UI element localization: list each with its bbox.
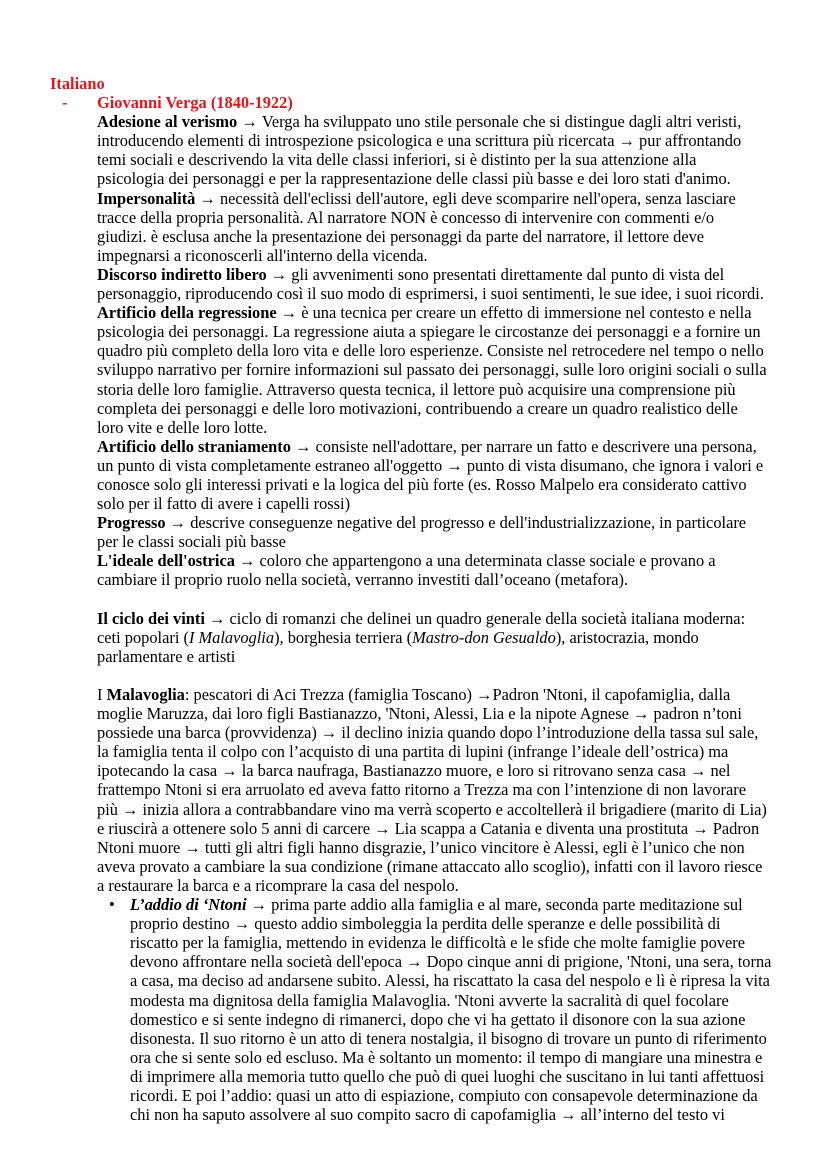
- text-run: un punto di vista completamente estraneo all'oggetto → punto di vista disumano, che ignora i valori e: [97, 455, 764, 475]
- bold-term: Malavoglia: [106, 685, 185, 704]
- text-run: ), aristocrazia, mondo: [555, 627, 699, 647]
- paragraph: [0, 112, 828, 589]
- text-line: [0, 418, 828, 437]
- text-run: e riuscirà a ottenere solo 5 anni di carcere → Lia scappa a Catania e diventa una prostituta → Padron: [97, 818, 760, 838]
- text-line: [0, 208, 828, 227]
- text-line: [0, 265, 828, 284]
- text-line: [0, 532, 828, 551]
- text-line: [0, 112, 828, 131]
- text-line: [0, 494, 828, 513]
- text-line: [0, 1029, 828, 1048]
- text-line: [0, 303, 828, 322]
- text-run: chi non ha saputo assolvere al suo compito sacro di capofamiglia → all’interno del testo vi: [130, 1105, 725, 1125]
- text-run: ora che si sente solo ed escluso. Ma è soltanto un momento: il tempo di mangiare una minestra e: [130, 1047, 763, 1067]
- text-line: [0, 169, 828, 188]
- text-run: Ntoni muore → tutti gli altri figli hanno disgrazie, l’unico vincitore è Alessi, egli è l’unico che non: [97, 837, 745, 857]
- text-run: Verga ha sviluppato uno stile personale che si distingue dagli altri veristi,: [261, 112, 742, 132]
- bullet-icon: •: [109, 895, 115, 915]
- text-line: [0, 704, 828, 723]
- text-line: [0, 876, 828, 895]
- text-line: [0, 895, 828, 914]
- paragraph: [0, 609, 828, 666]
- text-run: ), borghesia terriera (: [274, 627, 413, 647]
- text-line: [0, 437, 828, 456]
- text-line: [0, 1048, 828, 1067]
- text-line: [0, 1105, 828, 1124]
- author-heading-text: Giovanni Verga (1840-1922): [97, 93, 293, 113]
- text-run: psicologia dei personaggi e per la rappresentazione delle classi più basse e dei loro stati d'animo.: [97, 169, 731, 189]
- italic-title: I Malavoglia: [188, 627, 275, 647]
- text-line: [0, 227, 828, 246]
- bold-term: Impersonalità →: [97, 188, 220, 208]
- bold-term: Progresso →: [97, 513, 191, 533]
- text-line: [0, 399, 828, 418]
- text-line: [0, 609, 828, 628]
- text-run: loro vite e delle loro lotte.: [97, 417, 268, 437]
- text-run: : pescatori di Aci Trezza (famiglia Toscano) →Padron 'Ntoni, il capofamiglia, dalla: [184, 685, 731, 704]
- text-run: la famiglia tenta il colpo con l’acquisto di una partita di lupini (infrange l’ideale dell’ostrica) ma: [97, 742, 729, 762]
- text-line: [0, 341, 828, 360]
- text-line: [0, 570, 828, 589]
- bold-term: →: [246, 895, 272, 915]
- text-run: modesta ma dignitosa della famiglia Malavoglia. 'Ntoni avverte la sacralità di quel focolare: [130, 990, 729, 1010]
- bold-term: Discorso indiretto libero →: [97, 264, 292, 284]
- text-run: prima parte addio alla famiglia e al mare, seconda parte meditazione sul: [271, 895, 743, 915]
- text-run: moglie Maruzza, dai loro figli Bastianazzo, 'Ntoni, Alessi, Lia e la nipote Agnese → padron n’toni: [97, 704, 742, 724]
- text-run: cambiare il proprio ruolo nella società, verranno investiti dall’oceano (metafora).: [97, 570, 629, 590]
- text-run: coloro che appartengono a una determinata classe sociale e provano a: [259, 551, 716, 571]
- text-run: solo per il fatto di avere i capelli rossi): [97, 494, 351, 514]
- bold-term: Adesione al verismo →: [97, 112, 262, 132]
- text-run: è una tecnica per creare un effetto di immersione nel contesto e nella: [301, 303, 752, 323]
- text-run: gli avvenimenti sono presentati direttamente dal punto di vista del: [291, 264, 725, 284]
- text-line: [0, 857, 828, 876]
- text-run: ricordi. E poi l’addio: quasi un atto di espiazione, compiuto con consapevole determinazione da: [130, 1085, 758, 1105]
- text-run: più → inizia allora a contrabbandare vino ma verrà scoperto e accoltellerà il brigadiere (marito di Lia): [97, 799, 767, 819]
- text-line: [0, 1010, 828, 1029]
- author-heading: [0, 93, 828, 112]
- text-line: [0, 150, 828, 169]
- bold-term: L’addio di ‘Ntoni: [130, 895, 247, 915]
- text-line: [0, 971, 828, 990]
- text-run: quadro più completo della loro vita e delle loro esperienze. Consiste nel retrocedere nel tempo o nello: [97, 341, 764, 361]
- text-run: a casa, ma deciso ad andarsene subito. Alessi, ha riscattato la casa del nespolo e lì è ripresa la vita: [130, 971, 770, 991]
- text-run: conosce solo gli interessi privati e la logica del più forte (es. Rosso Malpelo era considerato cattivo: [97, 474, 747, 494]
- text-run: devono affrontare nella società dell'epoca → Dopo cinque anni di prigione, 'Ntoni, una sera, torna: [130, 952, 772, 972]
- text-run: completa dei personaggi e delle loro motivazioni, contribuendo a creare un quadro realistico delle: [97, 398, 738, 418]
- text-run: possiede una barca (provvidenza) → il declino inizia quando dopo l’introduzione della tassa sul sale,: [97, 723, 759, 743]
- text-run: riscatto per la famiglia, mettendo in evidenza le difficoltà e le sfide che molte famiglie povere: [130, 933, 746, 953]
- text-line: [0, 628, 828, 647]
- section-title: Italiano: [50, 74, 105, 93]
- text-line: [0, 475, 828, 494]
- text-run: frattempo Ntoni si era arruolato ed aveva fatto ritorno a Trezza ma con l’intenzione di non lavorare: [97, 780, 747, 800]
- text-run: domestico e si sente indegno di rimanerci, dopo che vi ha gettato il disonore con la sua azione: [130, 1009, 746, 1029]
- text-line: [0, 914, 828, 933]
- text-line: [0, 933, 828, 952]
- text-run: psicologia dei personaggi. La regressione aiuta a spiegare le circostanze dei personaggi e a fornire un: [97, 322, 761, 342]
- text-line: [0, 246, 828, 265]
- text-line: [0, 838, 828, 857]
- text-run: consiste nell'adottare, per narrare un fatto e descrivere una persona,: [315, 436, 757, 456]
- text-line: [0, 723, 828, 742]
- text-line: [0, 1086, 828, 1105]
- text-line: [0, 322, 828, 341]
- bold-term: L'ideale dell'ostrica →: [97, 551, 260, 571]
- text-run: disonesta. Il suo ritorno è un atto di tenera nostalgia, il bisogno di trovare un punto di riferimento: [130, 1028, 767, 1048]
- text-line: [0, 513, 828, 532]
- blank-line: [0, 590, 828, 609]
- text-run: storia delle loro famiglie. Attraverso questa tecnica, il lettore può acquisire una comprensione più: [97, 379, 736, 399]
- text-line: [0, 952, 828, 971]
- text-run: I: [97, 685, 107, 704]
- text-line: [0, 360, 828, 379]
- text-run: personaggio, riproducendo così il suo modo di esprimersi, i suoi sentimenti, le sue idee, i suoi ricordi.: [97, 284, 764, 304]
- list-dash: -: [62, 93, 68, 113]
- text-run: a restaurare la barca e a ricomprare la casa del nespolo.: [97, 875, 459, 895]
- text-run: aveva provato a cambiare la sua condizione (rimane attaccato allo scoglio), infatti con il lavoro riesce: [97, 856, 763, 876]
- text-line: [0, 189, 828, 208]
- text-run: impegnarsi a riconoscerli all'interno della vicenda.: [97, 245, 428, 265]
- text-line: [0, 647, 828, 666]
- bold-term: Artificio della regressione →: [97, 303, 302, 323]
- text-line: [0, 819, 828, 838]
- text-line: [0, 456, 828, 475]
- text-line: [0, 685, 828, 704]
- text-run: ipotecando la casa → la barca naufraga, Bastianazzo muore, e loro si ritrovano senza casa → nel: [97, 761, 731, 781]
- text-run: descrive conseguenze negative del progresso e dell'industrializzazione, in particolare: [190, 513, 747, 533]
- text-line: [0, 780, 828, 799]
- italic-title: Mastro-don Gesualdo: [412, 627, 556, 647]
- text-run: di imprimere alla memoria tutto quello che può di quei luoghi che suscitano in lui tanti affettuosi: [130, 1066, 765, 1086]
- text-run: per le classi sociali più basse: [97, 532, 286, 552]
- text-line: [0, 800, 828, 819]
- document-page: [0, 74, 828, 1124]
- text-line: [0, 131, 828, 150]
- text-run: proprio destino → questo addio simboleggia la perdita delle speranze e delle possibilità di: [130, 914, 721, 934]
- text-line: [0, 284, 828, 303]
- text-line: [0, 991, 828, 1010]
- text-run: ceti popolari (: [97, 627, 189, 647]
- text-run: necessità dell'eclissi dell'autore, egli deve scomparire nell'opera, senza lasciare: [219, 188, 736, 208]
- text-run: ciclo di romanzi che delinei un quadro generale della società italiana moderna:: [229, 608, 746, 628]
- text-line: [0, 761, 828, 780]
- bullet-paragraph: [0, 895, 828, 1124]
- bold-term: Il ciclo dei vinti →: [97, 608, 230, 628]
- text-run: giudizi. è esclusa anche la presentazione dei personaggi da parte del narratore, il lettore deve: [97, 226, 705, 246]
- text-line: [0, 742, 828, 761]
- bold-term: Artificio dello straniamento →: [97, 436, 316, 456]
- text-line: [0, 551, 828, 570]
- text-run: sviluppo narrativo per fornire informazioni sul passato dei personaggi, sulle loro origini sociali o sulla: [97, 360, 767, 380]
- text-run: tracce della propria personalità. Al narratore NON è concesso di intervenire con commenti e/o: [97, 207, 715, 227]
- text-run: introducendo elementi di introspezione psicologica e una scrittura più ricercata → pur affrontando: [97, 131, 742, 151]
- paragraph: [0, 685, 828, 895]
- text-line: [0, 1067, 828, 1086]
- document-body: [0, 112, 828, 1124]
- text-line: [0, 380, 828, 399]
- blank-line: [0, 666, 828, 685]
- text-run: temi sociali e descrivendo la vita delle classi inferiori, si è distinto per la sua attenzione alla: [97, 150, 697, 170]
- text-run: parlamentare e artisti: [97, 646, 236, 666]
